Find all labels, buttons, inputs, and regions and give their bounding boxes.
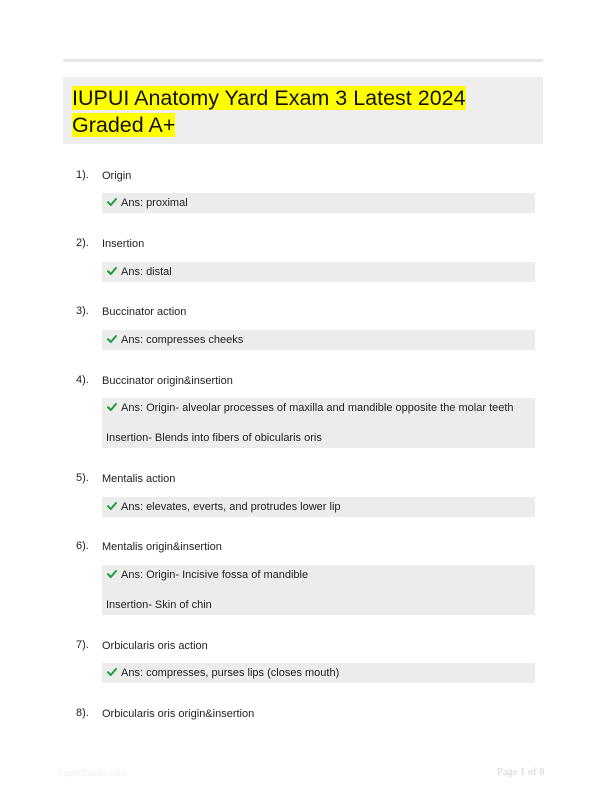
question-number: 5). bbox=[76, 472, 89, 484]
checkmark-icon bbox=[107, 334, 117, 344]
top-divider bbox=[63, 59, 543, 62]
answer-line: Ans: distal bbox=[107, 266, 172, 278]
question-text: Orbicularis oris origin&insertion bbox=[102, 708, 255, 720]
question-number: 1). bbox=[76, 169, 89, 181]
question-text: Mentalis origin&insertion bbox=[102, 541, 222, 553]
question-number: 3). bbox=[76, 305, 89, 317]
question-text: Buccinator action bbox=[102, 306, 187, 318]
answer-box bbox=[102, 193, 535, 213]
checkmark-icon bbox=[107, 569, 117, 579]
question-text: Buccinator origin&insertion bbox=[102, 375, 233, 387]
question-text: Origin bbox=[102, 170, 132, 182]
answer-line: Ans: compresses cheeks bbox=[107, 334, 243, 346]
checkmark-icon bbox=[107, 197, 117, 207]
checkmark-icon bbox=[107, 266, 117, 276]
question-number: 6). bbox=[76, 540, 89, 552]
answer-line: Ans: proximal bbox=[107, 197, 188, 209]
question-number: 8). bbox=[76, 707, 89, 719]
checkmark-icon bbox=[107, 402, 117, 412]
document-title: IUPUI Anatomy Yard Exam 3 Latest 2024 Graded A+ bbox=[72, 86, 466, 137]
answer-box bbox=[102, 565, 535, 615]
question-number: 4). bbox=[76, 374, 89, 386]
question-text: Orbicularis oris action bbox=[102, 640, 208, 652]
question-text: Insertion bbox=[102, 238, 145, 250]
page-number: Page 1 of 8 bbox=[497, 767, 545, 778]
checkmark-icon bbox=[107, 667, 117, 677]
question-text: Mentalis action bbox=[102, 473, 176, 485]
answer-line: Ans: compresses, purses lips (closes mouth) bbox=[107, 667, 339, 679]
answer-line: Insertion- Skin of chin bbox=[106, 599, 212, 611]
answer-box bbox=[102, 262, 535, 282]
answer-box bbox=[102, 398, 535, 448]
title-box bbox=[63, 77, 543, 144]
answer-line: Insertion- Blends into fibers of obicularis oris bbox=[106, 432, 322, 444]
checkmark-icon bbox=[107, 501, 117, 511]
answer-box bbox=[102, 497, 535, 517]
answer-line: Ans: elevates, everts, and protrudes lower lip bbox=[107, 501, 341, 513]
answer-line: Ans: Origin- Incisive fossa of mandible bbox=[107, 569, 308, 581]
footer-watermark: PaperStudio.com bbox=[57, 768, 127, 778]
question-number: 2). bbox=[76, 237, 89, 249]
question-number: 7). bbox=[76, 639, 89, 651]
answer-box bbox=[102, 330, 535, 350]
answer-line: Ans: Origin- alveolar processes of maxilla and mandible opposite the molar teeth bbox=[107, 402, 514, 414]
answer-box bbox=[102, 663, 535, 683]
